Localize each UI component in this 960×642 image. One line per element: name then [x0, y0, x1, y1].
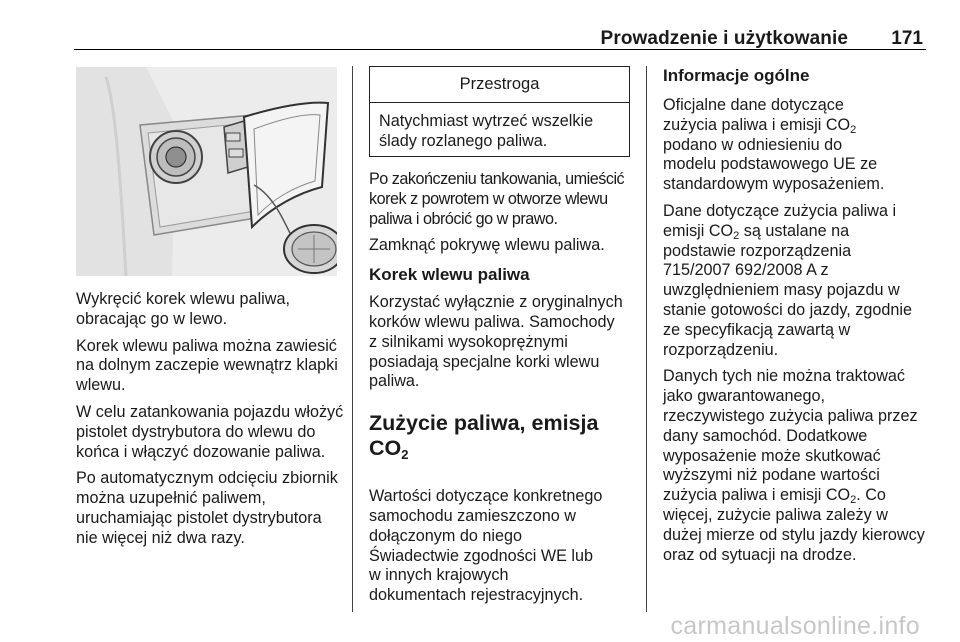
watermark: carmanualsonline.info	[670, 612, 920, 640]
paragraph: Dane dotyczące zużycia paliwa i emisji $CO_2$ są ustalane na podstawie rozporządzenia 715/2007 692/2008 A z uwzględnieniem masy pojazdu w stanie gotowości do jazdy, zgodnie ze specyfikacją zawartą w rozporządzeniu.	[663, 201, 912, 359]
paragraph: Wartości dotyczące konkretnego samochodu zamieszczono w dołączonym do niego Świadectwie zgodności WE lub w innych krajowych dokumentach rejestracyjnych.	[369, 487, 603, 605]
right-column	[663, 66, 928, 565]
section-heading: Korek wlewu paliwa	[369, 265, 530, 285]
warning-text: Natychmiast wytrzeć wszelkie ślady rozlanego paliwa.	[379, 112, 594, 150]
paragraph: Danych tych nie można traktować jako gwarantowanego, rzeczywistego zużycia paliwa przez dany samochód. Dodatkowe wyposażenie może skutkować wyższymi niż podane wartości zużycia paliwa i emisji $CO_2$. Co więcej, zużycie paliwa zależy w dużej mierze od stylu jazdy kierowcy oraz od sytuacji na drodze.	[663, 367, 925, 564]
main-heading: Zużycie paliwa, emisja $CO_2$	[369, 411, 599, 463]
left-column	[76, 290, 346, 549]
page-title: Prowadzenie i użytkowanie	[600, 28, 848, 49]
section-heading: Informacje ogólne	[663, 66, 810, 85]
paragraph: Oficjalne dane dotyczące zużycia paliwa i emisji $CO_2$ podano w odniesieniu do modelu podstawowego UE ze standardowym wyposażeniem.	[663, 96, 885, 194]
column-divider-left	[352, 66, 353, 612]
fuel-filler-illustration	[76, 67, 337, 276]
page-number: 171	[891, 28, 923, 49]
middle-column	[369, 170, 639, 606]
paragraph: Korzystać wyłącznie z oryginalnych korków wlewu paliwa. Samochody z silnikami wysokoprężnymi posiadają specjalne korki wlewu paliwa.	[369, 293, 623, 391]
warning-title: Przestroga	[370, 67, 629, 103]
fuel-filler-drawing	[76, 67, 337, 276]
paragraph: Po zakończeniu tankowania, umieścić korek z powrotem w otworze wlewu paliwa i obrócić go w prawo.	[369, 170, 625, 228]
paragraph: Wykręcić korek wlewu paliwa, obracając go w lewo.	[76, 290, 290, 328]
paragraph: Zamknąć pokrywę wlewu paliwa.	[369, 236, 605, 255]
paragraph: Korek wlewu paliwa można zawiesić na dolnym zaczepie wewnątrz klapki wlewu.	[76, 336, 338, 395]
column-divider-right	[646, 66, 647, 612]
paragraph: W celu zatankowania pojazdu włożyć pistolet dystrybutora do wlewu do końca i włączyć dozowanie paliwa.	[76, 402, 344, 461]
paragraph: Po automatycznym odcięciu zbiornik można uzupełnić paliwem, uruchamiając pistolet dystrybutora nie więcej niż dwa razy.	[76, 469, 338, 547]
page-header	[74, 0, 926, 50]
warning-box	[369, 66, 630, 157]
